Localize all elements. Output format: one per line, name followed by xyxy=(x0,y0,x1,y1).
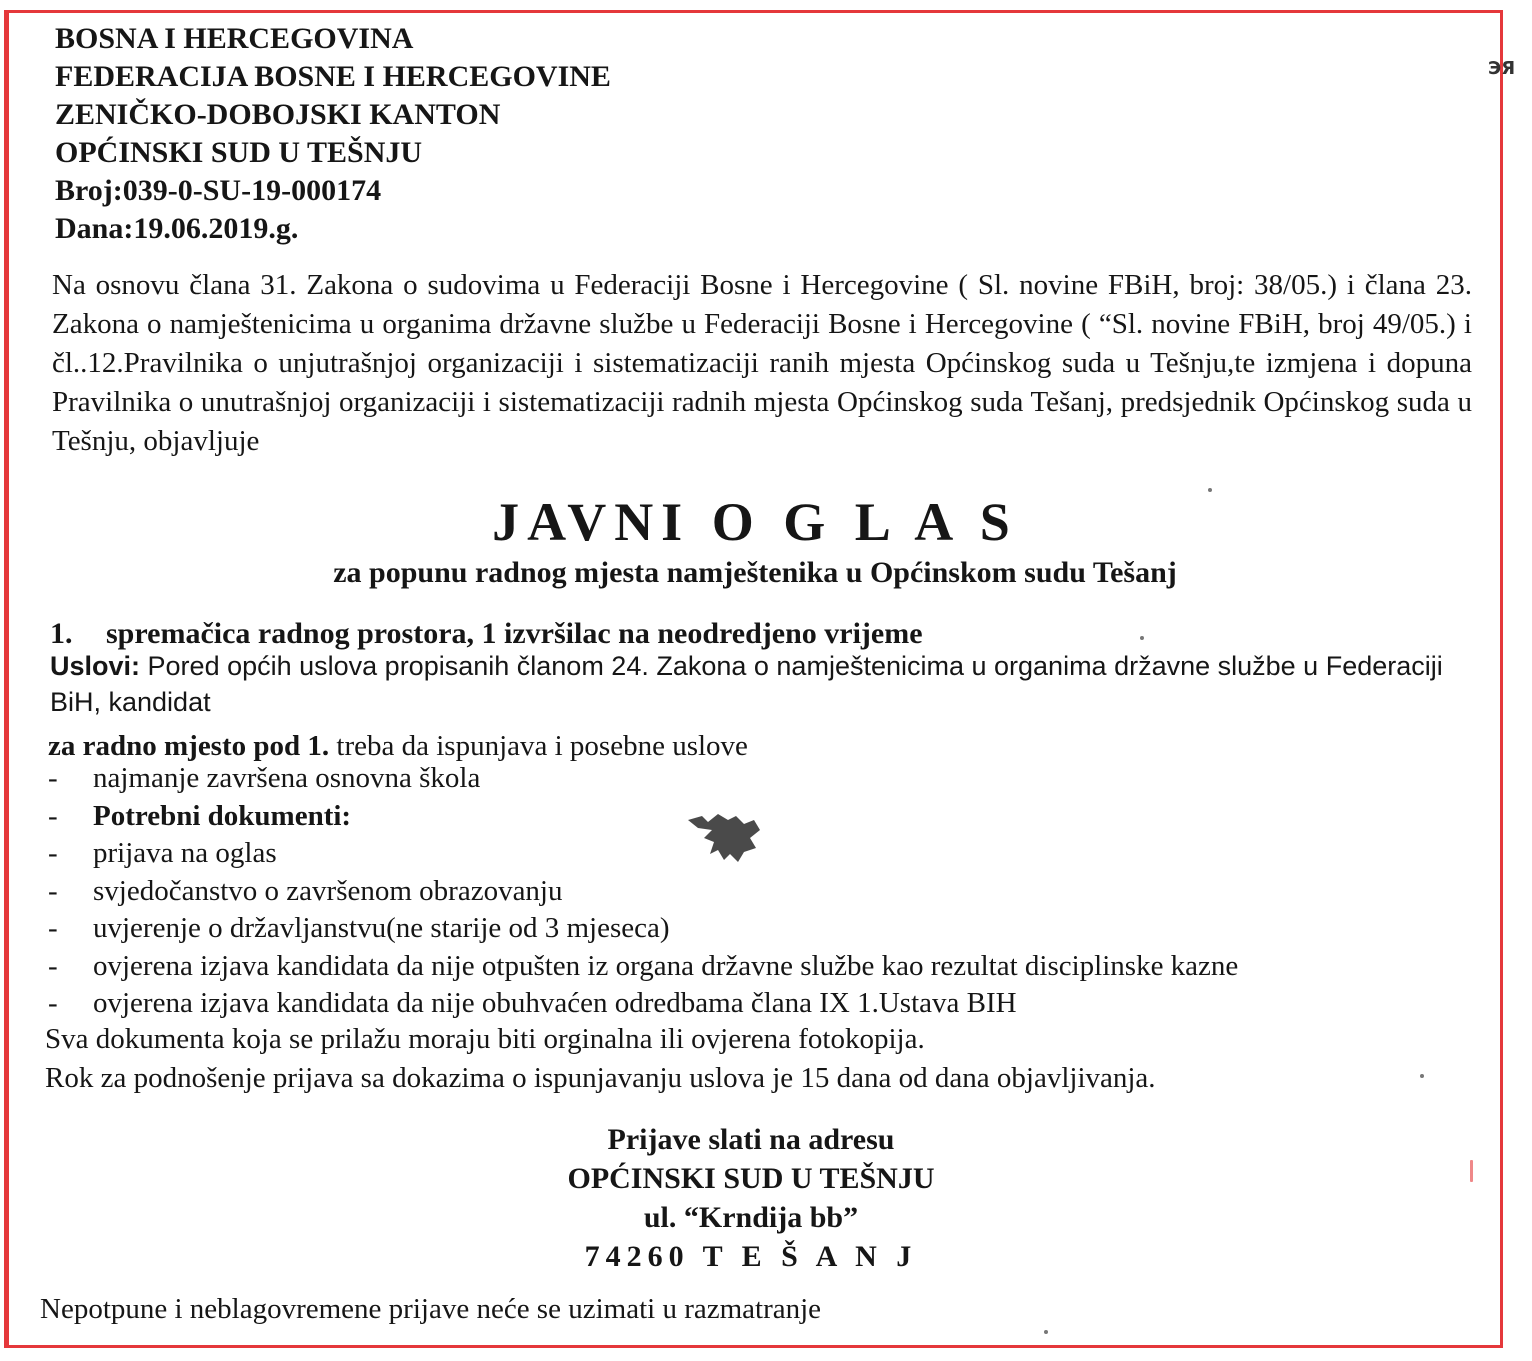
ink-smudge-icon xyxy=(684,808,764,866)
list-dash: - xyxy=(48,762,58,794)
address-city: 74260 T E Š A N J xyxy=(584,1240,918,1273)
header-federation: FEDERACIJA BOSNE I HERCEGOVINE xyxy=(55,60,611,93)
closing-documents-note: Sva dokumenta koja se prilažu moraju biti orginalna ili ovjerena fotokopija. xyxy=(45,1023,925,1055)
list-dash: - xyxy=(48,874,58,907)
list-dash: - xyxy=(48,949,58,982)
special-text: treba da ispunjava i posebne uslove xyxy=(329,730,748,762)
list-item xyxy=(48,948,1238,986)
paper-speck xyxy=(1208,488,1212,492)
address-court: OPĆINSKI SUD U TEŠNJU xyxy=(567,1162,935,1195)
header-court: OPĆINSKI SUD U TEŠNJU xyxy=(55,136,423,169)
footer-note: Nepotpune i neblagovremene prijave neće se uzimati u razmatranje xyxy=(40,1293,822,1325)
list-item xyxy=(48,910,1238,948)
address-block xyxy=(0,1120,1502,1276)
list-item-text: svjedočanstvo o završenom obrazovanju xyxy=(93,874,563,907)
list-item-text: prijava na oglas xyxy=(93,837,277,869)
closing-deadline-note: Rok za podnošenje prijava sa dokazima o ispunjavanju uslova je 15 dana od dana objavljivanja. xyxy=(45,1062,1156,1094)
address-intro: Prijave slati na adresu xyxy=(607,1123,895,1156)
list-item xyxy=(48,798,1238,836)
list-item-text: ovjerena izjava kandidata da nije otpušten iz organa državne službe kao rezultat disciplinske kazne xyxy=(93,949,1239,982)
corner-mark: ЭЯ xyxy=(1488,58,1516,79)
list-item-text: ovjerena izjava kandidata da nije obuhvaćen odredbama člana IX 1.Ustava BIH xyxy=(93,987,1017,1019)
paper-speck xyxy=(1044,1330,1048,1334)
page-subtitle: za popunu radnog mjesta namještenika u Općinskom sudu Tešanj xyxy=(333,556,1177,589)
document-header xyxy=(55,20,611,248)
list-item xyxy=(48,873,1238,911)
list-item-text: uvjerenje o državljanstvu(ne starije od 3 mjeseca) xyxy=(93,912,670,944)
header-canton: ZENIČKO-DOBOJSKI KANTON xyxy=(55,98,501,131)
list-item xyxy=(48,985,1238,1023)
page-title: JAVNI O G L A S xyxy=(492,492,1018,552)
paper-speck xyxy=(1470,1160,1473,1182)
list-item xyxy=(48,835,1238,873)
header-case-number: Broj:039-0-SU-19-000174 xyxy=(55,174,382,207)
conditions-label: Uslovi: xyxy=(50,651,141,681)
documents-heading: Potrebni dokumenti: xyxy=(93,799,352,832)
conditions-paragraph xyxy=(50,648,1480,720)
requirements-list xyxy=(48,760,1238,1023)
conditions-text: Pored općih uslova propisanih članom 24. Zakona o namještenicima u organima državne službe u Federaciji BiH, kandidat xyxy=(50,651,1443,717)
paper-speck xyxy=(1420,1074,1424,1078)
list-dash: - xyxy=(48,987,58,1019)
paper-speck xyxy=(1140,636,1144,640)
intro-paragraph: Na osnovu člana 31. Zakona o sudovima u Federaciji Bosne i Hercegovine ( Sl. novine FBiH, broj: 38/05.) i člana 23. Zakona o namještenicima u organima državne službe u Federaciji Bosne i Hercegovine ( “Sl. novine FBiH, broj 49/05.) i čl..12.Pravilnika o unjutrašnjoj organizaciji i sistematizaciji ranih mjesta Općinskog suda u Tešnju,te izmjena i dopuna Pravilnika o unutrašnjoj organizaciji i sistematizaciji radnih mjesta Općinskog suda Tešanj, predsjednik Općinskog suda u Tešnju, objavljuje xyxy=(52,269,1472,457)
list-item xyxy=(48,760,1238,798)
header-date: Dana:19.06.2019.g. xyxy=(55,212,299,245)
list-item-text: najmanje završena osnovna škola xyxy=(93,762,481,794)
closing-paragraph xyxy=(45,1020,1156,1098)
list-dash: - xyxy=(48,837,58,869)
list-dash: - xyxy=(48,799,58,832)
position-number: 1. xyxy=(50,617,73,650)
address-street: ul. “Krndija bb” xyxy=(643,1201,859,1234)
position-text: spremačica radnog prostora, 1 izvršilac na neodredjeno vrijeme xyxy=(106,617,923,650)
list-dash: - xyxy=(48,912,58,944)
special-label: za radno mjesto pod 1. xyxy=(48,730,330,762)
header-country: BOSNA I HERCEGOVINA xyxy=(55,22,414,55)
